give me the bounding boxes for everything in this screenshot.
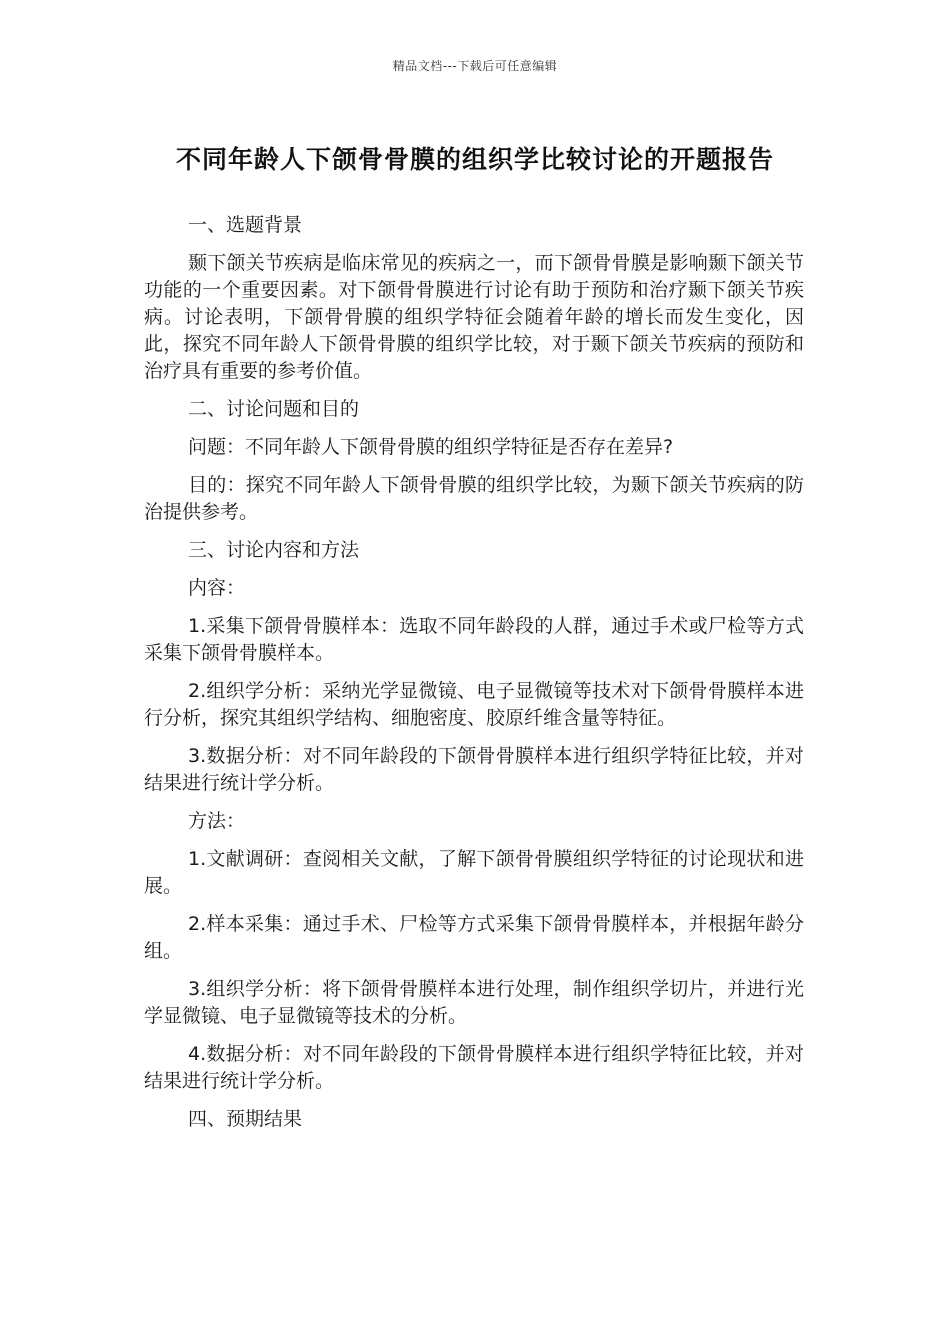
paragraph-purpose: 目的：探究不同年龄人下颌骨骨膜的组织学比较，为颞下颌关节疾病的防治提供参考。 [144, 474, 804, 523]
paragraph-content-label: 内容： [188, 577, 246, 599]
list-item-method-4: 4.数据分析：对不同年龄段的下颌骨骨膜样本进行组织学特征比较，并对结果进行统计学分析。 [144, 1043, 804, 1092]
section-heading-background: 一、选题背景 [188, 214, 303, 236]
document-body [144, 212, 804, 1144]
list-item-content-1: 1.采集下颌骨骨膜样本：选取不同年龄段的人群，通过手术或尸检等方式采集下颌骨骨膜样本。 [144, 615, 804, 664]
section-heading-expected-results: 四、预期结果 [188, 1108, 303, 1130]
list-item-content-3: 3.数据分析：对不同年龄段的下颌骨骨膜样本进行组织学特征比较，并对结果进行统计学分析。 [144, 745, 804, 794]
paragraph-background: 颞下颌关节疾病是临床常见的疾病之一，而下颌骨骨膜是影响颞下颌关节功能的一个重要因素。对下颌骨骨膜进行讨论有助于预防和治疗颞下颌关节疾病。讨论表明，下颌骨骨膜的组织学特征会随着年龄的增长而发生变化，因此，探究不同年龄人下颌骨骨膜的组织学比较，对于颞下颌关节疾病的预防和治疗具有重要的参考价值。 [144, 252, 804, 382]
list-item-content-2: 2.组织学分析：采纳光学显微镜、电子显微镜等技术对下颌骨骨膜样本进行分析，探究其组织学结构、细胞密度、胶原纤维含量等特征。 [144, 680, 804, 729]
section-heading-questions: 二、讨论问题和目的 [188, 398, 360, 420]
document-title: 不同年龄人下颌骨骨膜的组织学比较讨论的开题报告 [175, 145, 774, 174]
list-item-method-2: 2.样本采集：通过手术、尸检等方式采集下颌骨骨膜样本，并根据年龄分组。 [144, 913, 804, 962]
paragraph-methods-label: 方法： [188, 810, 246, 832]
list-item-method-3: 3.组织学分析：将下颌骨骨膜样本进行处理，制作组织学切片，并进行光学显微镜、电子显微镜等技术的分析。 [144, 978, 804, 1027]
paragraph-question: 问题：不同年龄人下颌骨骨膜的组织学特征是否存在差异? [188, 436, 674, 458]
list-item-method-1: 1.文献调研：查阅相关文献，了解下颌骨骨膜组织学特征的讨论现状和进展。 [144, 848, 804, 897]
page-header: 精品文档---下载后可任意编辑 [392, 59, 558, 73]
section-heading-content-methods: 三、讨论内容和方法 [188, 539, 360, 561]
